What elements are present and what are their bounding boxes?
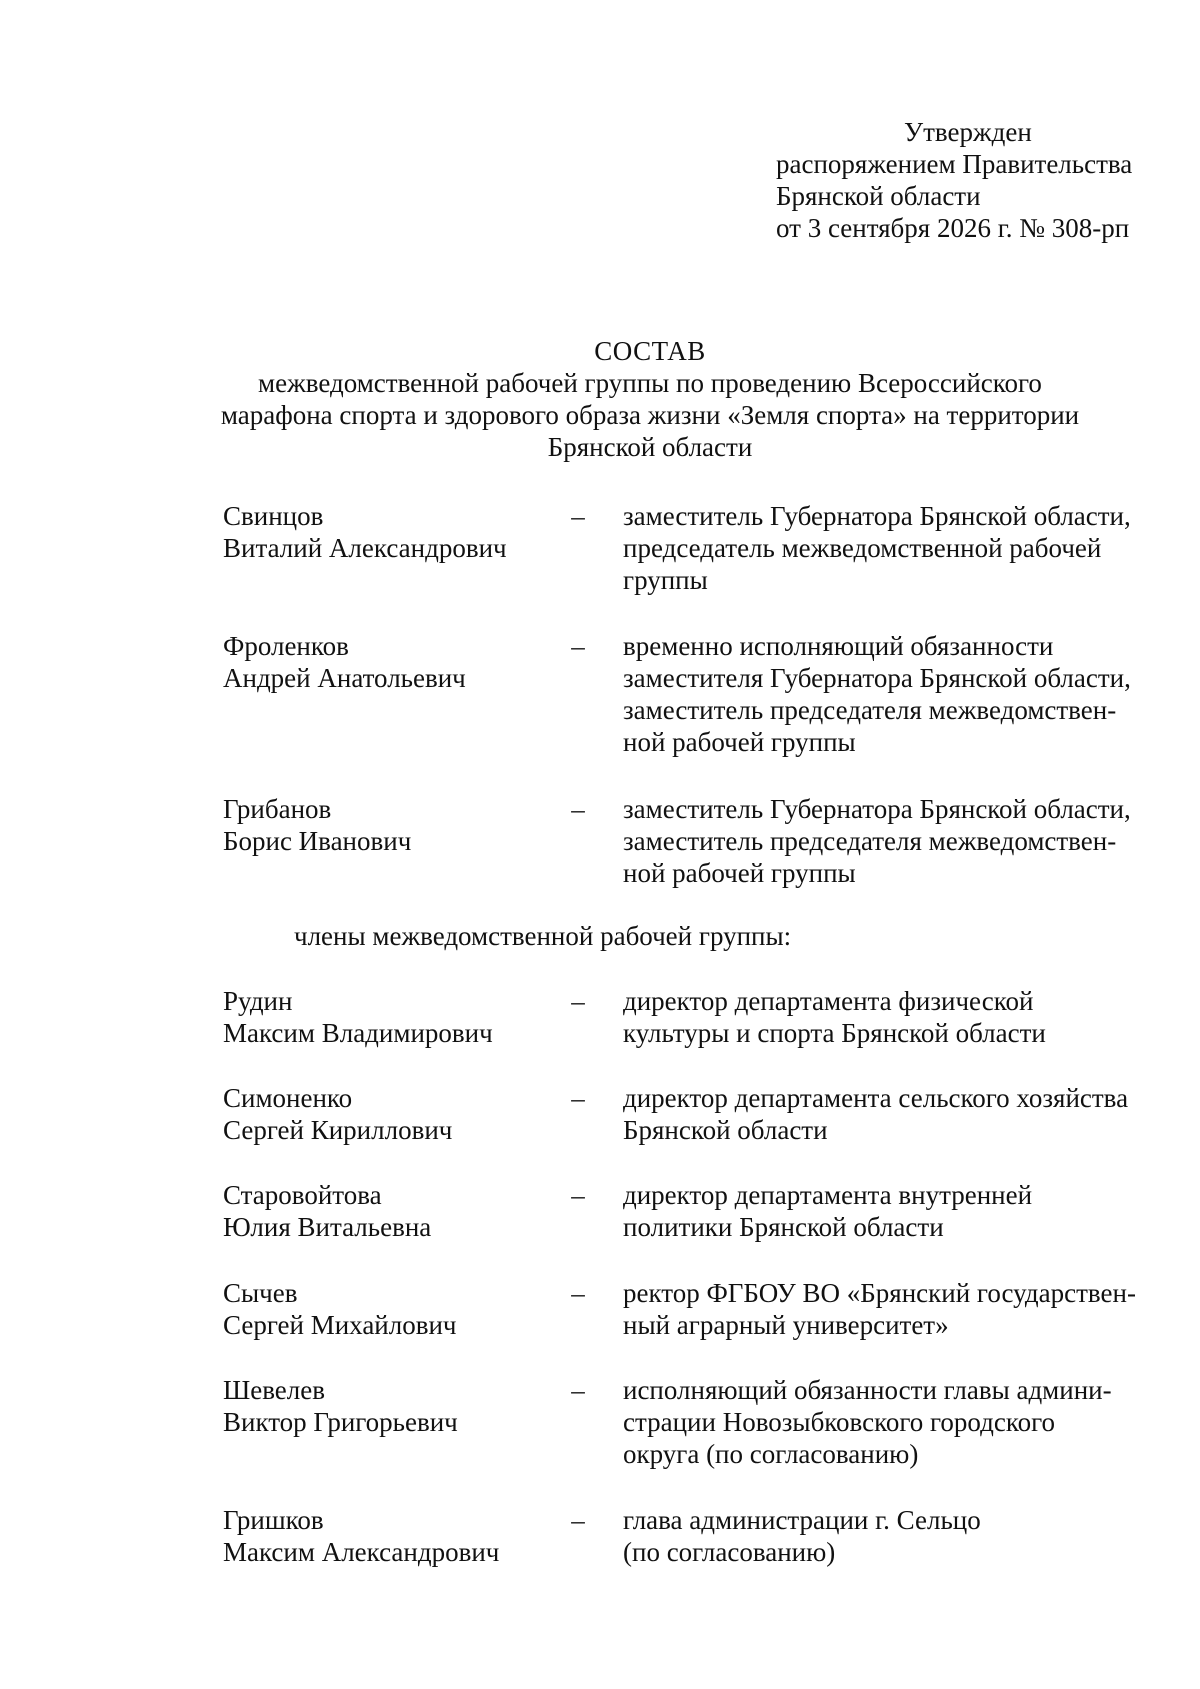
member-name <box>223 985 563 1049</box>
role-line: заместитель председателя межведомствен- <box>623 826 1117 856</box>
approval-line: распоряжением Правительства <box>776 149 1133 179</box>
member-surname: Грибанов <box>223 794 332 824</box>
role-line: ной рабочей группы <box>623 727 856 757</box>
role-line: культуры и спорта Брянской области <box>623 1018 1046 1048</box>
dash-separator: – <box>571 501 585 531</box>
role-line: директор департамента физической <box>623 986 1034 1016</box>
member-surname: Старовойтова <box>223 1180 382 1210</box>
member-surname: Гришков <box>223 1505 324 1535</box>
role-line: заместителя Губернатора Брянской области, <box>623 663 1131 693</box>
role-line: временно исполняющий обязанности <box>623 631 1054 661</box>
role-line: директор департамента внутренней <box>623 1180 1033 1210</box>
member-name <box>223 1277 563 1341</box>
dash-separator: – <box>571 794 585 824</box>
role-line: глава администрации г. Сельцо <box>623 1505 981 1535</box>
member-name <box>223 1082 563 1146</box>
document-title <box>150 335 1150 463</box>
dash-separator: – <box>571 986 585 1016</box>
member-role <box>623 630 1183 758</box>
role-line: округа (по согласованию) <box>623 1439 919 1469</box>
approval-line: Брянской области <box>776 181 981 211</box>
dash-separator: – <box>571 1505 585 1535</box>
member-surname: Сычев <box>223 1278 298 1308</box>
role-line: заместитель Губернатора Брянской области, <box>623 794 1131 824</box>
role-line: группы <box>623 565 708 595</box>
role-line: директор департамента сельского хозяйства <box>623 1083 1129 1113</box>
role-line: ный аграрный университет» <box>623 1310 949 1340</box>
member-given-name: Андрей Анатольевич <box>223 663 466 693</box>
dash-separator: – <box>571 1180 585 1210</box>
members-heading: члены межведомственной рабочей группы: <box>294 921 792 951</box>
member-name <box>223 1179 563 1243</box>
role-line: исполняющий обязанности главы админи- <box>623 1375 1112 1405</box>
role-line: политики Брянской области <box>623 1212 944 1242</box>
member-surname: Свинцов <box>223 501 324 531</box>
role-line: ной рабочей группы <box>623 858 856 888</box>
member-surname: Симоненко <box>223 1083 353 1113</box>
member-name <box>223 630 563 694</box>
member-given-name: Юлия Витальевна <box>223 1212 432 1242</box>
member-role <box>623 500 1183 596</box>
member-role <box>623 1179 1183 1243</box>
dash-separator: – <box>571 1278 585 1308</box>
member-given-name: Виталий Александрович <box>223 533 507 563</box>
member-role <box>623 1504 1183 1568</box>
member-role <box>623 985 1183 1049</box>
approval-block <box>776 116 1176 244</box>
member-given-name: Виктор Григорьевич <box>223 1407 458 1437</box>
role-line: (по согласованию) <box>623 1537 836 1567</box>
member-given-name: Борис Иванович <box>223 826 412 856</box>
role-line: председатель межведомственной рабочей <box>623 533 1102 563</box>
member-name <box>223 500 563 564</box>
member-name <box>223 1374 563 1438</box>
member-given-name: Максим Владимирович <box>223 1018 493 1048</box>
member-role <box>623 1374 1183 1470</box>
member-given-name: Максим Александрович <box>223 1537 500 1567</box>
member-given-name: Сергей Михайлович <box>223 1310 457 1340</box>
approval-line: от 3 сентября 2026 г. № 308-рп <box>776 213 1130 243</box>
member-surname: Рудин <box>223 986 293 1016</box>
dash-separator: – <box>571 1083 585 1113</box>
member-surname: Шевелев <box>223 1375 326 1405</box>
approval-line: Утвержден <box>904 117 1032 147</box>
role-line: заместитель Губернатора Брянской области, <box>623 501 1131 531</box>
member-role <box>623 793 1183 889</box>
role-line: ректор ФГБОУ ВО «Брянский государствен- <box>623 1278 1136 1308</box>
member-surname: Фроленков <box>223 631 349 661</box>
title-subtitle-line: Брянской области <box>547 432 753 462</box>
title-main: СОСТАВ <box>594 336 706 366</box>
member-role <box>623 1277 1183 1341</box>
role-line: страции Новозыбковского городского <box>623 1407 1056 1437</box>
member-role <box>623 1082 1183 1146</box>
member-name <box>223 1504 563 1568</box>
dash-separator: – <box>571 1375 585 1405</box>
role-line: Брянской области <box>623 1115 828 1145</box>
role-line: заместитель председателя межведомствен- <box>623 695 1117 725</box>
title-subtitle-line: марафона спорта и здорового образа жизни «Земля спорта» на территории <box>220 400 1080 430</box>
dash-separator: – <box>571 631 585 661</box>
member-name <box>223 793 563 857</box>
member-given-name: Сергей Кириллович <box>223 1115 453 1145</box>
title-subtitle-line: межведомственной рабочей группы по проведению Всероссийского <box>258 368 1042 398</box>
